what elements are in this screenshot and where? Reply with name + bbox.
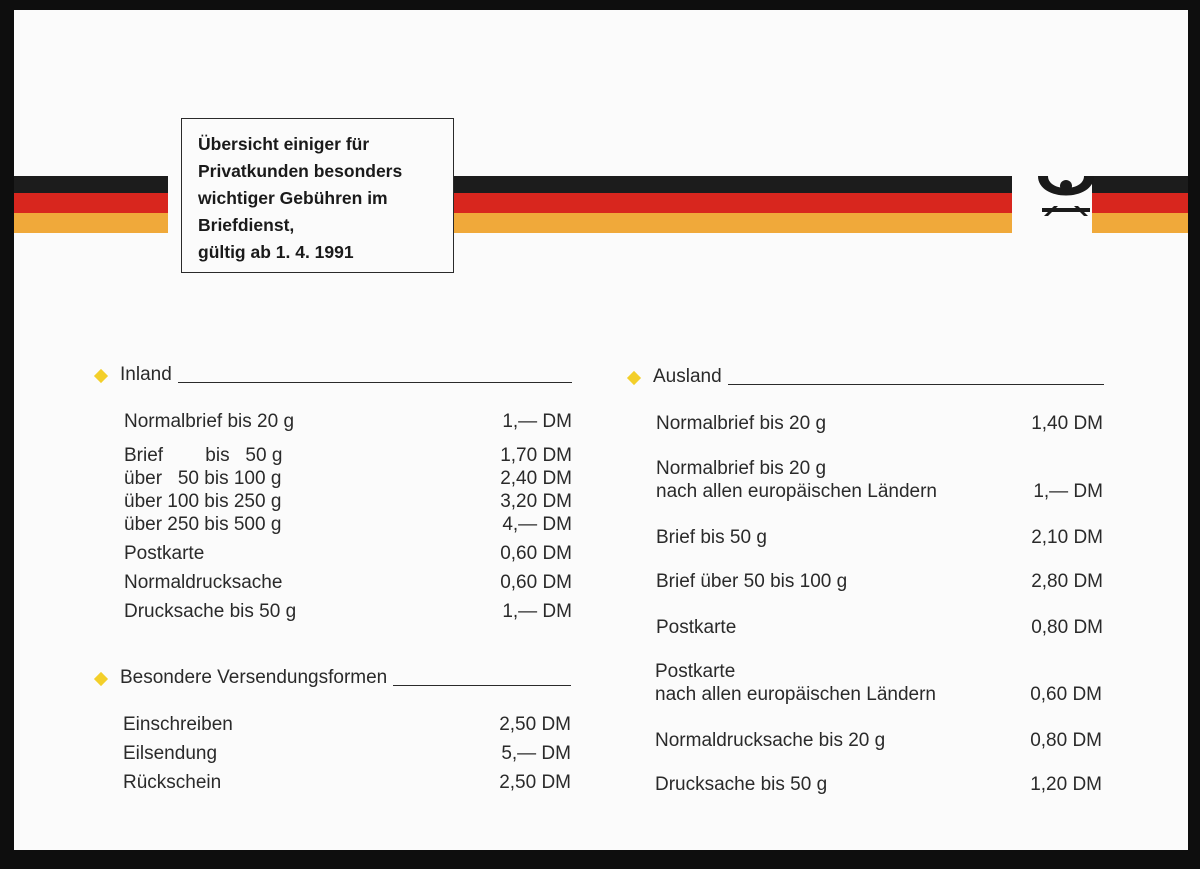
price-row [124, 600, 572, 623]
row-label: Normaldrucksache [124, 572, 283, 593]
row-label: über 50 bis 100 g [124, 468, 282, 489]
title-line: Privatkunden besonders [198, 161, 403, 181]
row-price: 1,40 DM [1031, 413, 1103, 434]
title-line: Übersicht einiger für [198, 134, 370, 154]
row-label: über 250 bis 500 g [124, 514, 282, 535]
price-row [656, 526, 1103, 549]
row-price: 2,10 DM [1031, 527, 1103, 548]
price-row [123, 713, 571, 736]
row-label: Drucksache bis 50 g [655, 774, 828, 795]
posthorn-icon [1034, 172, 1098, 222]
price-row [655, 660, 1102, 706]
price-row [124, 571, 572, 594]
row-label: Brief bis 50 g [656, 527, 767, 548]
row-price: 0,80 DM [1031, 617, 1103, 638]
price-row [656, 570, 1103, 593]
price-row [656, 412, 1103, 435]
price-row [656, 616, 1103, 639]
diamond-bullet-icon [94, 369, 108, 383]
section-heading-label: Ausland [653, 366, 722, 387]
price-row [124, 490, 572, 513]
section-heading-ausland [629, 366, 1104, 388]
row-label: Normalbrief bis 20 g [124, 411, 295, 432]
section-heading-label: Inland [120, 364, 172, 385]
price-row [655, 729, 1102, 752]
row-label: Brief über 50 bis 100 g [656, 571, 848, 592]
row-label: Eilsendung [123, 743, 218, 764]
row-price: 2,50 DM [499, 772, 571, 793]
heading-rule [728, 384, 1104, 385]
section-heading-besondere [96, 667, 571, 689]
diamond-bullet-icon [94, 672, 108, 686]
row-label: Rückschein [123, 772, 222, 793]
price-row [124, 467, 572, 490]
section-heading-label: Besondere Versendungsformen [120, 667, 388, 688]
price-row [656, 457, 1103, 503]
row-label: Postkarte [656, 617, 737, 638]
title-line: wichtiger Gebühren im [198, 188, 388, 208]
row-label: Einschreiben [123, 714, 233, 735]
row-price: 1,70 DM [500, 445, 572, 466]
row-price: 0,60 DM [1030, 684, 1102, 705]
row-label: Brief bis 50 g [124, 445, 283, 466]
heading-rule [393, 685, 571, 686]
price-row [124, 542, 572, 565]
row-price: 1,— DM [502, 601, 572, 622]
row-label: Normalbrief bis 20 g nach allen europäischen Ländern [656, 458, 937, 502]
row-price: 1,— DM [502, 411, 572, 432]
row-label: Drucksache bis 50 g [124, 601, 297, 622]
price-row [655, 773, 1102, 796]
price-row [124, 444, 572, 467]
price-row [123, 771, 571, 794]
row-price: 3,20 DM [500, 491, 572, 512]
row-label: über 100 bis 250 g [124, 491, 282, 512]
row-price: 0,80 DM [1030, 730, 1102, 751]
row-price: 2,80 DM [1031, 571, 1103, 592]
title-line: gültig ab 1. 4. 1991 [198, 242, 354, 262]
heading-rule [178, 382, 572, 383]
row-price: 1,— DM [1033, 481, 1103, 502]
row-price: 2,50 DM [499, 714, 571, 735]
price-row [124, 410, 572, 433]
title-box [181, 118, 454, 273]
row-price: 0,60 DM [500, 572, 572, 593]
row-label: Normalbrief bis 20 g [656, 413, 827, 434]
row-price: 4,— DM [502, 514, 572, 535]
price-row [123, 742, 571, 765]
row-price: 0,60 DM [500, 543, 572, 564]
price-row [124, 513, 572, 536]
row-price: 1,20 DM [1030, 774, 1102, 795]
title-line: Briefdienst, [198, 215, 295, 235]
row-label: Postkarte nach allen europäischen Ländern [655, 661, 936, 705]
row-price: 5,— DM [501, 743, 571, 764]
row-label: Normaldrucksache bis 20 g [655, 730, 886, 751]
row-label: Postkarte [124, 543, 205, 564]
section-heading-inland [96, 364, 572, 386]
diamond-bullet-icon [627, 371, 641, 385]
row-price: 2,40 DM [500, 468, 572, 489]
